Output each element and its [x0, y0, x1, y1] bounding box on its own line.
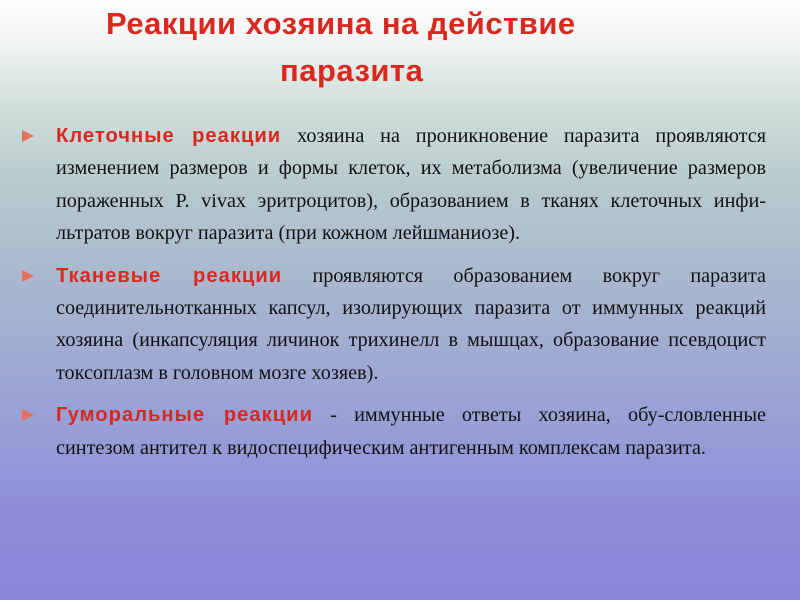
bullet-lead-term: Клеточные реакции — [56, 125, 282, 147]
title-line-2: паразита — [280, 53, 424, 88]
bullet-arrow-icon — [22, 270, 34, 282]
bullet-lead-term: Тканевые реакции — [56, 264, 283, 287]
bullet-cellular-reactions — [56, 120, 766, 250]
bullet-list — [0, 120, 800, 474]
bullet-humoral-reactions — [56, 399, 766, 464]
bullet-arrow-icon — [22, 409, 34, 421]
bullet-text: - иммунные ответы хозяина, обу-словленные синтезом антител к видоспецифическим антигенным комплексам паразита. — [56, 404, 766, 459]
bullet-text: проявляются образованием вокруг паразита соединительнотканных капсул, изолирующих паразита от иммунных реакций хозяина (инкапсуляция личинок трихинелл в мышцах, образование псевдоцист токсоплазм в головном мозге хозяев). — [56, 264, 766, 384]
slide-title — [70, 0, 690, 94]
bullet-tissue-reactions — [56, 260, 766, 390]
bullet-arrow-icon — [22, 130, 34, 142]
title-line-1: Реакции хозяина на действие — [106, 6, 576, 41]
bullet-lead-term: Гуморальные реакции — [56, 404, 313, 427]
bullet-text: хозяина на проникновение паразита проявляются изменением размеров и формы клеток, их метаболизма (увеличение размеров пораженных P. vivax эритроцитов), образованием в тканях клеточных инфи-льтратов вокруг паразита (при кожном лейшманиозе). — [56, 125, 767, 245]
